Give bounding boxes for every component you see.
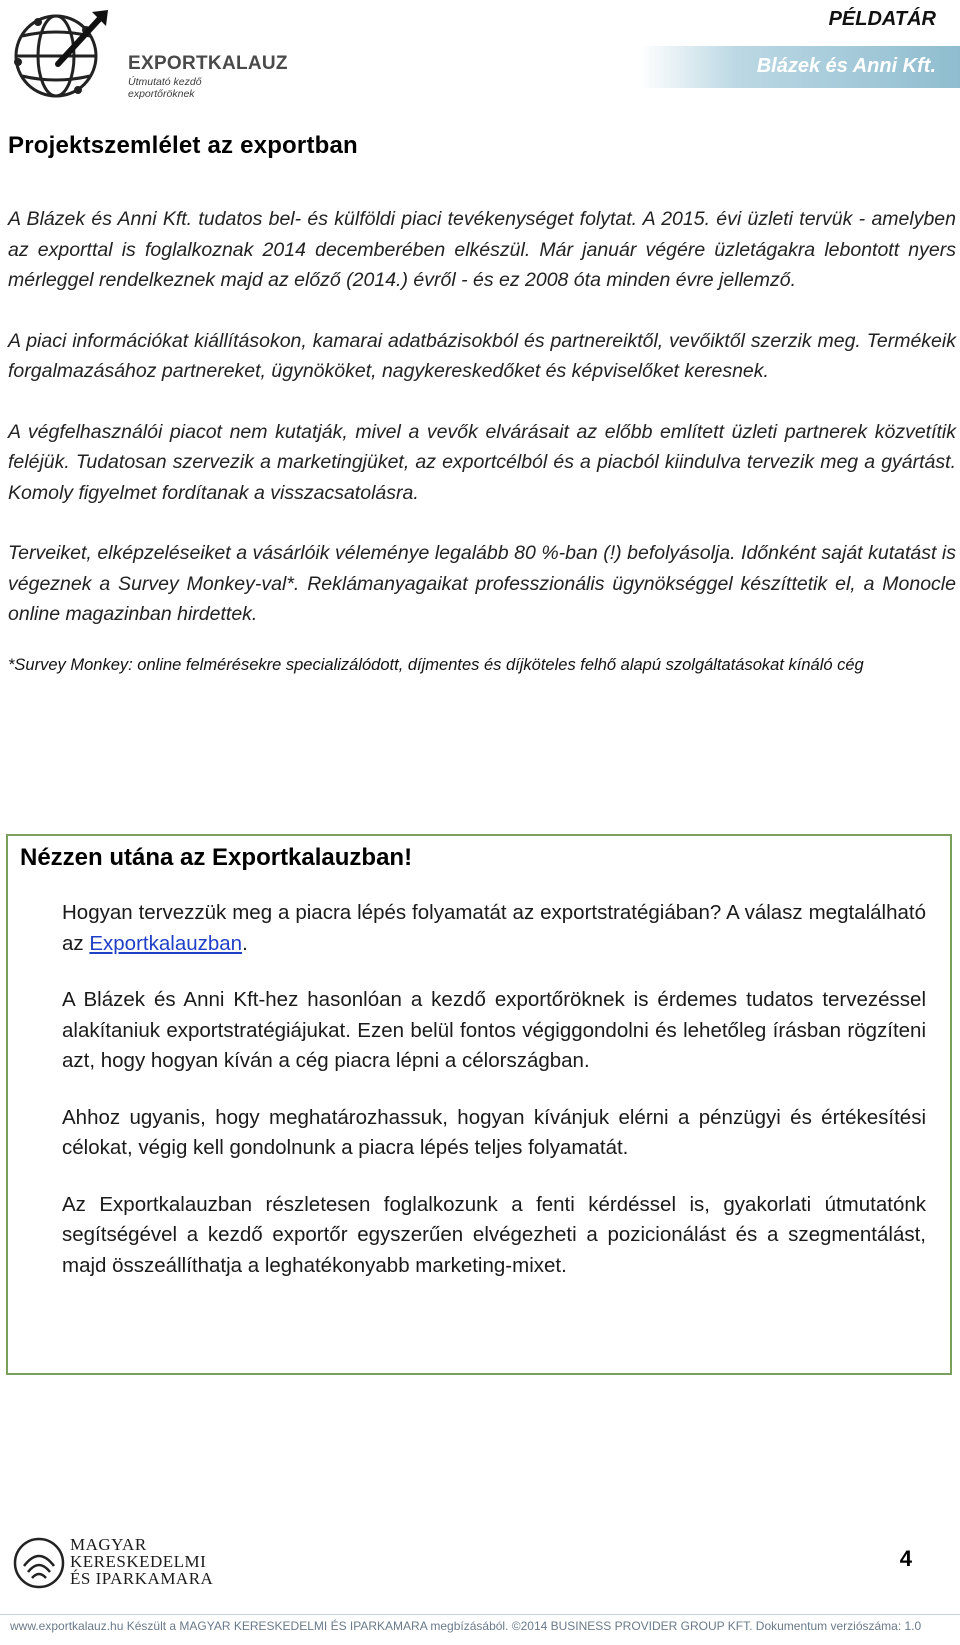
paragraph	[62, 898, 926, 959]
chamber-line: KERESKEDELMI	[70, 1552, 207, 1571]
paragraph: Ahhoz ugyanis, hogy meghatározhassuk, hogyan kívánjuk elérni a pénzügyi és értékesítési célokat, végig kell gondolnunk a piacra lépés teljes folyamatát.	[62, 1105, 926, 1159]
case-study-text	[8, 204, 956, 630]
logo-title: EXPORTKALAUZ	[128, 53, 288, 74]
info-box-body	[62, 898, 926, 1281]
logo-tagline: Útmutató kezdő exportőröknek	[128, 76, 202, 100]
chamber-logo	[12, 1536, 222, 1590]
chamber-name	[70, 1536, 230, 1587]
paragraph-text: Hogyan tervezzük meg a piacra lépés folyamatát az exportstratégiában? A válasz megtalálható az	[62, 901, 926, 955]
footer-text: www.exportkalauz.hu Készült a MAGYAR KERESKEDELMI ÉS IPARKAMARA megbízásából. ©2014 BUSINESS PROVIDER GROUP KFT. Dokumentum verziószáma: 1.0	[10, 1619, 922, 1633]
paragraph-end: .	[242, 931, 248, 955]
info-box-title: Nézzen utána az Exportkalauzban!	[20, 844, 413, 871]
company-name: Blázek és Anni Kft.	[756, 55, 936, 77]
globe-icon	[8, 6, 112, 102]
paragraph: Terveiket, elképzeléseiket a vásárlóik véleménye legalább 80 %-ban (!) befolyásolja. Időnként saját kutatást is végeznek a Survey Monkey-val*. Reklámanyagaikat professzionális ügynökséggel készíttetik el, a Monocle online magazinban hirdettek.	[8, 542, 956, 625]
footer-divider	[0, 1614, 960, 1615]
exportkalauz-link[interactable]: Exportkalauzban	[89, 931, 243, 955]
paragraph: A végfelhasználói piacot nem kutatják, mivel a vevők elvárásait az előbb említett üzleti partnerek közvetítik feléjük. Tudatosan szervezik a marketingjüket, az exportcélból és a piacból kiindulva tervezik meg a gyártást. Komoly figyelmet fordítanak a visszacsatolásra.	[8, 420, 956, 504]
chamber-line: MAGYAR	[70, 1535, 147, 1554]
page-header	[0, 0, 960, 110]
page-number: 4	[899, 1546, 912, 1571]
paragraph: A piaci információkat kiállításokon, kamarai adatbázisokból és partnereiktől, vevőiktől szerzik meg. Termékeik forgalmazásához partnereket, ügynököket, nagykereskedőket és képviselőket keresnek.	[8, 329, 956, 382]
chamber-line: ÉS IPARKAMARA	[70, 1569, 214, 1588]
exportkalauz-logo	[8, 6, 288, 102]
section-label: PÉLDATÁR	[828, 8, 936, 30]
paragraph: A Blázek és Anni Kft-hez hasonlóan a kezdő exportőröknek is érdemes tudatos tervezéssel alakítaniuk exportstratégiájukat. Ezen belül fontos végiggondolni és lehetőleg írásban rögzíteni azt, hogy hogyan kíván a cég piacra lépni a célországban.	[62, 988, 926, 1072]
footnote: *Survey Monkey: online felmérésekre specializálódott, díjmentes és díjköteles felhő alapú szolgáltatásokat kínáló cég	[8, 655, 864, 674]
paragraph: A Blázek és Anni Kft. tudatos bel- és külföldi piaci tevékenységet folytat. A 2015. évi üzleti tervük - amelyben az exporttal is foglalkoznak 2014 decemberében elkészül. Már január végére üzletágakra lebontott nyers mérleggel rendelkeznek majd az előző (2014.) évről - és ez 2008 óta minden évre jellemző.	[8, 208, 956, 291]
main-content	[8, 132, 956, 678]
chamber-emblem-icon	[12, 1536, 66, 1590]
paragraph: Az Exportkalauzban részletesen foglalkozunk a fenti kérdéssel is, gyakorlati útmutatónk segítségével a kezdő exportőr egyszerűen elvégezheti a pozicionálást és a szegmentálást, majd összeállíthatja a leghatékonyabb marketing-mixet.	[62, 1192, 926, 1277]
page-title: Projektszemlélet az exportban	[8, 132, 358, 159]
info-box	[6, 834, 952, 1375]
